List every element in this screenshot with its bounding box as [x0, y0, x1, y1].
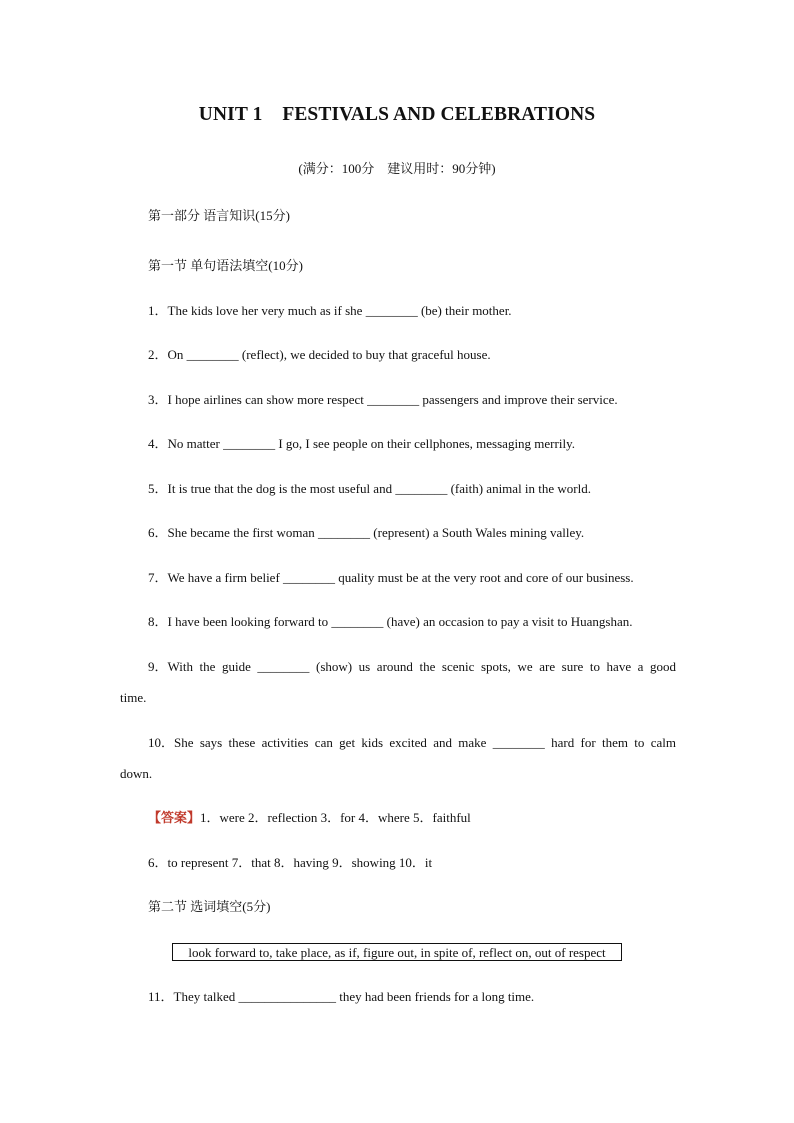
question-10: 10．She says these activities can get kids excited and make ________ hard for them to calm [148, 735, 676, 750]
question-5: 5．It is true that the dog is the most useful and ________ (faith) animal in the world. [148, 481, 592, 496]
answer-line-2: 6．to represent 7．that 8．having 9．showing 10．it [148, 855, 433, 870]
question-6: 6．She became the first woman ________ (represent) a South Wales mining valley. [148, 525, 585, 540]
question-7: 7．We have a firm belief ________ quality must be at the very root and core of our business. [148, 570, 634, 585]
answer-line-1 [148, 809, 676, 827]
question-2: 2．On ________ (reflect), we decided to buy that graceful house. [148, 347, 491, 362]
question-8: 8．I have been looking forward to ________ (have) an occasion to pay a visit to Huangshan. [148, 614, 633, 629]
word-bank-box: look forward to, take place, as if, figure out, in spite of, reflect on, out of respect [172, 943, 622, 961]
question-1: 1．The kids love her very much as if she ________ (be) their mother. [148, 303, 512, 318]
question-9-continuation: time. [120, 690, 147, 705]
answer-text-1: 1．were 2．reflection 3．for 4．where 5．faithful [200, 810, 471, 825]
section2-heading: 第二节 选词填空(5分) [148, 899, 271, 914]
question-4: 4．No matter ________ I go, I see people on their cellphones, messaging merrily. [148, 436, 575, 451]
part1-heading: 第一部分 语言知识(15分) [148, 208, 290, 223]
answer-tag: 【答案】 [148, 810, 201, 825]
question-3: 3．I hope airlines can show more respect ________ passengers and improve their service. [148, 392, 618, 407]
section1-heading: 第一节 单句语法填空(10分) [148, 258, 303, 273]
page-title: UNIT 1 FESTIVALS AND CELEBRATIONS [198, 104, 596, 125]
question-10-continuation: down. [120, 766, 153, 781]
question-9: 9．With the guide ________ (show) us around the scenic spots, we are sure to have a good [148, 659, 676, 674]
score-time-subtitle: (满分：100分 建议用时：90分钟) [298, 161, 496, 176]
question-11: 11．They talked _______________ they had been friends for a long time. [148, 989, 535, 1004]
